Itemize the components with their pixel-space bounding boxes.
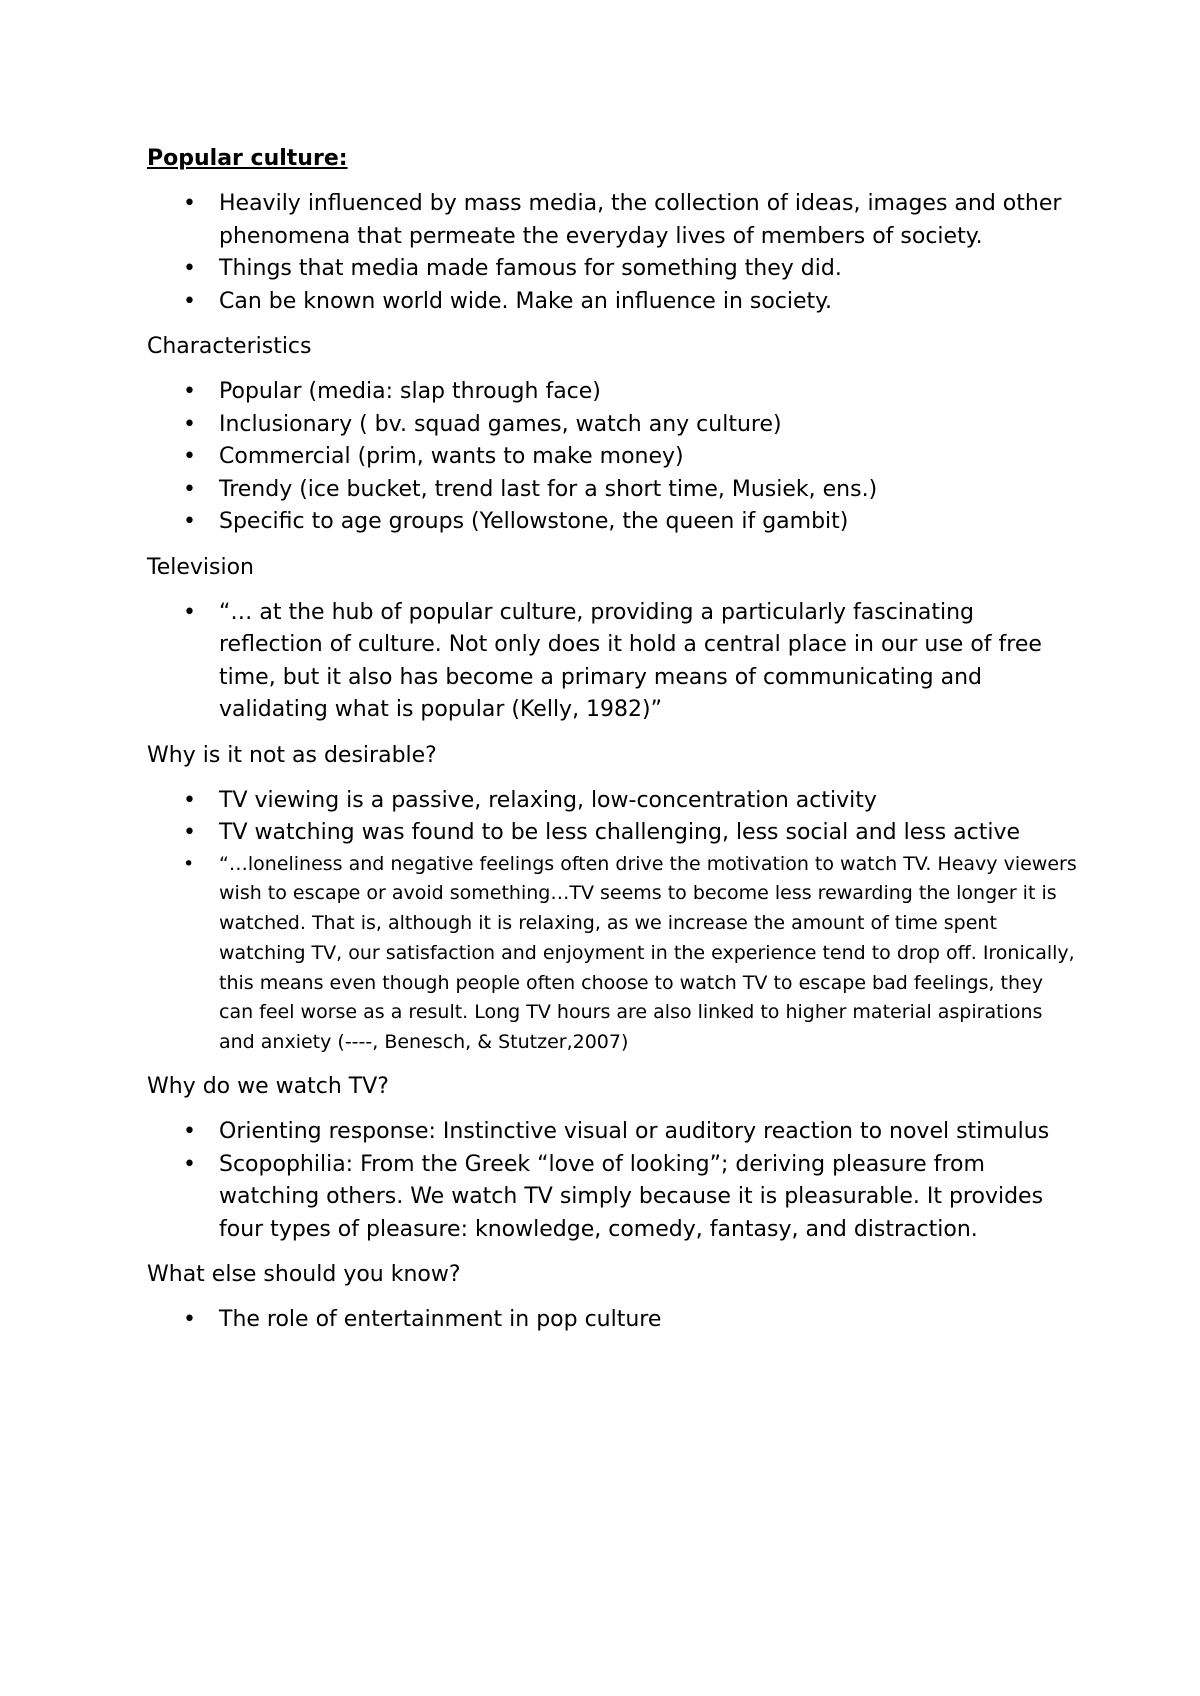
list-item: • “… at the hub of popular culture, providing a particularly fascinating reflection of culture. Not only does it hold a central place in our use of free time, but it also has become a primary means of communicating and validating what is popular (Kelly, 1982)” [147,597,1080,727]
list-item: • Specific to age groups (Yellowstone, the queen if gambit) [147,506,1080,539]
list-item: • TV watching was found to be less challenging, less social and less active [147,817,1080,850]
list-item: • Can be known world wide. Make an influence in society. [147,286,1080,319]
list-item: • Inclusionary ( bv. squad games, watch any culture) [147,409,1080,442]
list-item: • Trendy (ice bucket, trend last for a short time, Musiek, ens.) [147,474,1080,507]
list-item: • Scopophilia: From the Greek “love of looking”; deriving pleasure from watching others. We watch TV simply because it is pleasurable. It provides four types of pleasure: knowledge, comedy, fantasy, and distraction. [147,1149,1080,1247]
section-heading-not-desirable: Why is it not as desirable? [147,742,437,768]
popular-culture-list [147,188,1080,318]
list-item: • Orienting response: Instinctive visual or auditory reaction to novel stimulus [147,1116,1080,1149]
section-heading-characteristics: Characteristics [147,334,312,359]
why-watch-list [147,1116,1080,1246]
list-item: • Popular (media: slap through face) [147,376,1080,409]
section-title-popular-culture: Popular culture: [147,146,348,171]
not-desirable-list [147,785,1080,1059]
what-else-list [147,1304,1080,1337]
section-heading-television: Television [147,554,254,580]
list-item: • Heavily influenced by mass media, the collection of ideas, images and other phenomena that permeate the everyday lives of members of society. [147,188,1080,253]
section-heading-what-else: What else should you know? [147,1262,461,1288]
section-heading-why-watch: Why do we watch TV? [147,1074,389,1100]
list-item: • The role of entertainment in pop culture [147,1304,1080,1337]
list-item: • Commercial (prim, wants to make money) [147,441,1080,474]
list-item: • TV viewing is a passive, relaxing, low-concentration activity [147,785,1080,818]
list-item-quote: • “…loneliness and negative feelings often drive the motivation to watch TV. Heavy viewers wish to escape or avoid something…TV seems to become less rewarding the longer it is watched. That is, although it is relaxing, as we increase the amount of time spent watching TV, our satisfaction and enjoyment in the experience tend to drop off. Ironically, this means even though people often choose to watch TV to escape bad feelings, they can feel worse as a result. Long TV hours are also linked to higher material aspirations and anxiety (----, Benesch, & Stutzer,2007) [147,850,1080,1059]
characteristics-list [147,376,1080,539]
television-list [147,597,1080,727]
list-item: • Things that media made famous for something they did. [147,253,1080,286]
